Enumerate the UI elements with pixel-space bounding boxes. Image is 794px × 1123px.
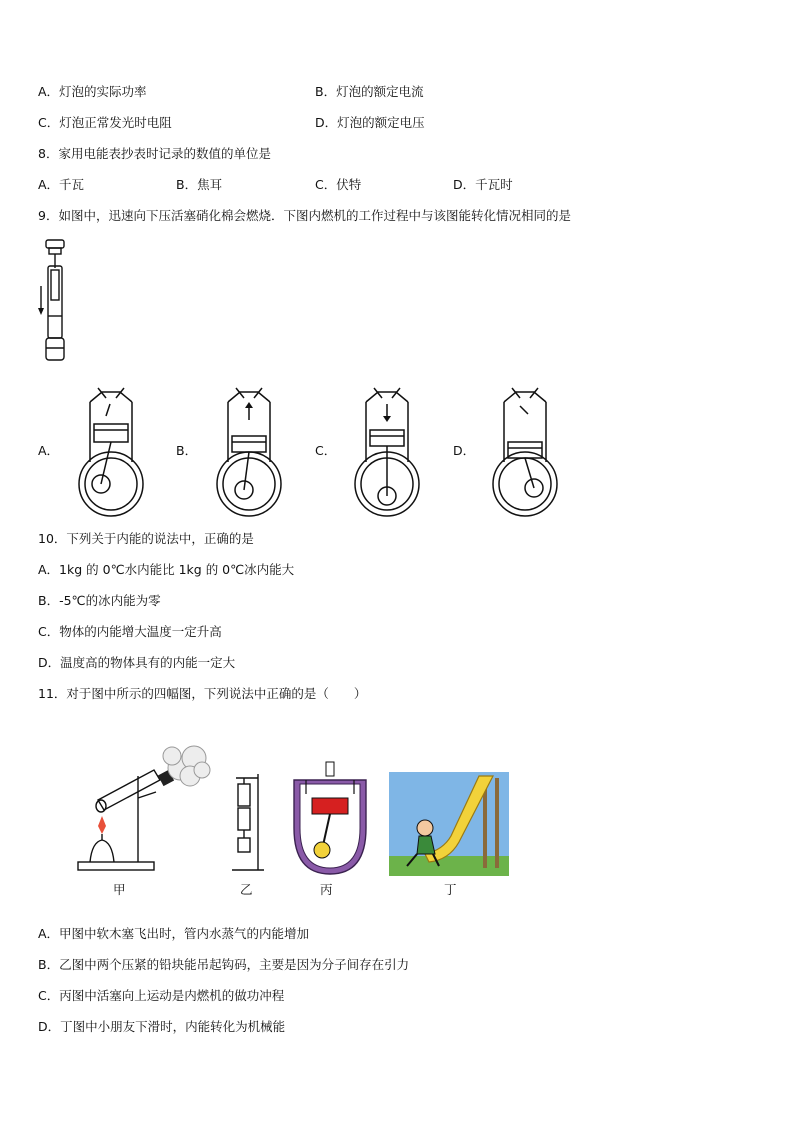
q9-option-a: A． [38,443,60,458]
q10-option-c: C．物体的内能增大温度一定升高 [38,624,222,639]
q8-option-c: C．伏特 [315,177,362,192]
q11-stem: 11．对于图中所示的四幅图，下列说法中正确的是（ ） [38,686,367,701]
q8-option-a: A．千瓦 [38,177,85,192]
q9-option-d: D． [453,443,476,458]
engine-cylinder-icon [476,384,574,518]
test-tube-steam-icon [72,740,212,874]
figure-caption-ding: 丁 [444,882,457,897]
figure-caption-jia: 甲 [113,882,126,897]
q10-option-a: A．1kg 的 0℃水内能比 1kg 的 0℃冰内能大 [38,562,295,577]
q11-option-b: B．乙图中两个压紧的铅块能吊起钩码，主要是因为分子间存在引力 [38,957,410,972]
figure-caption-bing: 丙 [320,882,333,897]
q7-option-c: C．灯泡正常发光时电阻 [38,115,172,130]
q8-stem: 8．家用电能表抄表时记录的数值的单位是 [38,146,271,161]
lead-blocks-icon [226,772,266,874]
engine-cylinder-icon [200,384,298,518]
q11-option-a: A．甲图中软木塞飞出时，管内水蒸气的内能增加 [38,926,310,941]
q11-option-d: D．丁图中小朋友下滑时，内能转化为机械能 [38,1019,286,1034]
fire-piston-icon [36,238,80,370]
engine-cylinder-icon [62,384,160,518]
engine-cutaway-icon [290,758,370,876]
figure-caption-yi: 乙 [240,882,253,897]
q8-option-d: D．千瓦时 [453,177,513,192]
q7-option-b: B．灯泡的额定电流 [315,84,424,99]
q7-option-a: A．灯泡的实际功率 [38,84,147,99]
engine-cylinder-icon [338,384,436,518]
q7-option-d: D．灯泡的额定电压 [315,115,425,130]
q9-option-c: C． [315,443,337,458]
q11-option-c: C．丙图中活塞向上运动是内燃机的做功冲程 [38,988,285,1003]
q9-stem: 9．如图中，迅速向下压活塞硝化棉会燃烧．下图内燃机的工作过程中与该图能转化情况相同的是 [38,208,571,223]
child-slide-icon [389,772,509,876]
q8-option-b: B．焦耳 [176,177,223,192]
q10-option-b: B．-5℃的冰内能为零 [38,593,161,608]
q10-option-d: D．温度高的物体具有的内能一定大 [38,655,236,670]
q9-option-b: B． [176,443,198,458]
q10-stem: 10．下列关于内能的说法中，正确的是 [38,531,254,546]
